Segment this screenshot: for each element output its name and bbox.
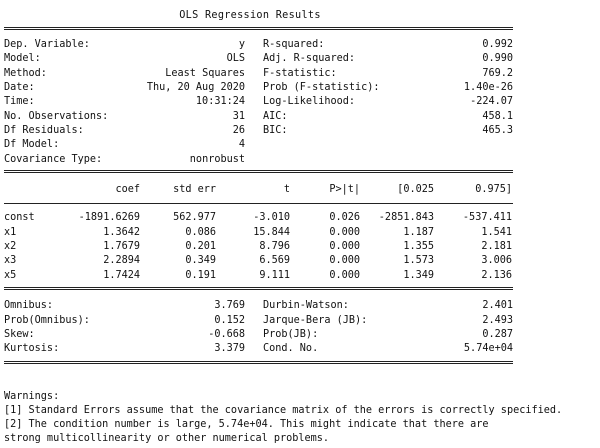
info-left-label: Date: bbox=[4, 82, 35, 93]
diag-row bbox=[0, 314, 600, 328]
coef-cell: 15.844 bbox=[253, 227, 290, 238]
info-left-label: Time: bbox=[4, 96, 35, 107]
coef-cell: 0.201 bbox=[185, 241, 216, 252]
info-row bbox=[0, 124, 600, 138]
coef-cell: 0.191 bbox=[185, 270, 216, 281]
diag-row bbox=[0, 299, 600, 313]
coef-cell: 0.026 bbox=[329, 212, 360, 223]
info-row bbox=[0, 38, 600, 52]
info-right-value: 458.1 bbox=[482, 111, 513, 122]
coef-cell: 1.7424 bbox=[103, 270, 140, 281]
info-row bbox=[0, 52, 600, 66]
coef-header: std err bbox=[173, 184, 216, 195]
info-right-label: BIC: bbox=[263, 125, 288, 136]
coef-row bbox=[0, 226, 600, 240]
double-rule-lower bbox=[4, 287, 513, 290]
single-rule bbox=[4, 203, 513, 204]
coef-row bbox=[0, 269, 600, 283]
coef-cell: 1.541 bbox=[481, 227, 512, 238]
info-row bbox=[0, 95, 600, 109]
coef-cell: 0.000 bbox=[329, 241, 360, 252]
info-left-value: y bbox=[238, 39, 245, 50]
coef-cell: 2.181 bbox=[481, 241, 512, 252]
info-left-value: nonrobust bbox=[189, 154, 245, 165]
diag-right-value: 5.74e+04 bbox=[463, 343, 513, 354]
info-row bbox=[0, 110, 600, 124]
coef-row bbox=[0, 254, 600, 268]
info-left-label: Df Model: bbox=[4, 139, 60, 150]
info-right-value: 0.992 bbox=[482, 39, 513, 50]
coef-row-name: x5 bbox=[4, 270, 17, 281]
info-right-label: Prob (F-statistic): bbox=[263, 82, 380, 93]
info-row bbox=[0, 81, 600, 95]
coef-cell: 9.111 bbox=[259, 270, 290, 281]
diag-right-value: 2.401 bbox=[482, 300, 513, 311]
diag-row bbox=[0, 328, 600, 342]
info-left-value: 31 bbox=[232, 111, 245, 122]
coef-cell: 1.355 bbox=[403, 241, 434, 252]
coef-cell: 1.187 bbox=[403, 227, 434, 238]
diag-left-label: Prob(Omnibus): bbox=[4, 315, 90, 326]
info-left-label: No. Observations: bbox=[4, 111, 109, 122]
coef-header: coef bbox=[115, 184, 140, 195]
coef-cell: 0.000 bbox=[329, 255, 360, 266]
report-title: OLS Regression Results bbox=[179, 10, 321, 21]
coef-cell: 8.796 bbox=[259, 241, 290, 252]
diag-left-value: 3.769 bbox=[214, 300, 245, 311]
coef-row-name: const bbox=[4, 212, 35, 223]
info-row bbox=[0, 67, 600, 81]
info-right-label: R-squared: bbox=[263, 39, 325, 50]
coef-cell: 0.000 bbox=[329, 227, 360, 238]
warning-line: [2] The condition number is large, 5.74e+04. This might indicate that there are bbox=[4, 419, 489, 430]
info-left-label: Model: bbox=[4, 53, 41, 64]
double-rule-mid bbox=[4, 170, 513, 173]
coef-row-name: x1 bbox=[4, 227, 17, 238]
info-left-value: Thu, 20 Aug 2020 bbox=[146, 82, 245, 93]
info-left-value: 4 bbox=[238, 139, 245, 150]
coef-header: [0.025 bbox=[397, 184, 434, 195]
coef-header: t bbox=[283, 184, 290, 195]
info-right-value: 769.2 bbox=[482, 68, 513, 79]
diag-right-label: Durbin-Watson: bbox=[263, 300, 349, 311]
double-rule-bottom bbox=[4, 361, 513, 364]
diag-right-value: 2.493 bbox=[482, 315, 513, 326]
info-row bbox=[0, 138, 600, 152]
coef-cell: -537.411 bbox=[462, 212, 512, 223]
coef-cell: 6.569 bbox=[259, 255, 290, 266]
diag-right-label: Jarque-Bera (JB): bbox=[263, 315, 368, 326]
coef-cell: 1.573 bbox=[403, 255, 434, 266]
info-right-value: 465.3 bbox=[482, 125, 513, 136]
coef-header-row bbox=[0, 183, 600, 197]
coef-cell: 2.136 bbox=[481, 270, 512, 281]
coef-cell: 0.000 bbox=[329, 270, 360, 281]
info-right-label: F-statistic: bbox=[263, 68, 337, 79]
coef-row bbox=[0, 240, 600, 254]
info-left-label: Dep. Variable: bbox=[4, 39, 90, 50]
coef-cell: 0.086 bbox=[185, 227, 216, 238]
double-rule-top bbox=[4, 27, 513, 30]
coef-header: 0.975] bbox=[475, 184, 512, 195]
diag-left-label: Kurtosis: bbox=[4, 343, 60, 354]
diag-left-value: 0.152 bbox=[214, 315, 245, 326]
coef-cell: -1891.6269 bbox=[78, 212, 140, 223]
info-left-value: Least Squares bbox=[165, 68, 245, 79]
info-left-label: Covariance Type: bbox=[4, 154, 103, 165]
warning-line: strong multicollinearity or other numerical problems. bbox=[4, 433, 330, 444]
info-left-label: Df Residuals: bbox=[4, 125, 84, 136]
warning-line: [1] Standard Errors assume that the covariance matrix of the errors is correctly specified. bbox=[4, 405, 563, 416]
diag-right-value: 0.287 bbox=[482, 329, 513, 340]
warnings-title: Warnings: bbox=[4, 391, 60, 402]
diag-row bbox=[0, 342, 600, 356]
coef-cell: 1.349 bbox=[403, 270, 434, 281]
coef-cell: -3.010 bbox=[253, 212, 290, 223]
coef-row-name: x2 bbox=[4, 241, 17, 252]
coef-cell: 0.349 bbox=[185, 255, 216, 266]
info-right-value: 1.40e-26 bbox=[463, 82, 513, 93]
coef-row-name: x3 bbox=[4, 255, 17, 266]
coef-cell: -2851.843 bbox=[378, 212, 434, 223]
coef-row bbox=[0, 211, 600, 225]
diag-right-label: Cond. No. bbox=[263, 343, 319, 354]
info-left-value: OLS bbox=[226, 53, 245, 64]
diag-left-label: Omnibus: bbox=[4, 300, 54, 311]
info-right-value: 0.990 bbox=[482, 53, 513, 64]
coef-cell: 1.3642 bbox=[103, 227, 140, 238]
coef-cell: 1.7679 bbox=[103, 241, 140, 252]
diag-left-label: Skew: bbox=[4, 329, 35, 340]
diag-left-value: -0.668 bbox=[208, 329, 245, 340]
coef-cell: 2.2894 bbox=[103, 255, 140, 266]
info-right-value: -224.07 bbox=[470, 96, 513, 107]
coef-cell: 3.006 bbox=[481, 255, 512, 266]
info-right-label: Log-Likelihood: bbox=[263, 96, 356, 107]
info-right-label: AIC: bbox=[263, 111, 288, 122]
info-right-label: Adj. R-squared: bbox=[263, 53, 356, 64]
info-row bbox=[0, 153, 600, 167]
diag-left-value: 3.379 bbox=[214, 343, 245, 354]
coef-header: P>|t| bbox=[329, 184, 360, 195]
diag-right-label: Prob(JB): bbox=[263, 329, 319, 340]
coef-cell: 562.977 bbox=[173, 212, 216, 223]
info-left-value: 26 bbox=[232, 125, 245, 136]
info-left-label: Method: bbox=[4, 68, 47, 79]
info-left-value: 10:31:24 bbox=[195, 96, 245, 107]
